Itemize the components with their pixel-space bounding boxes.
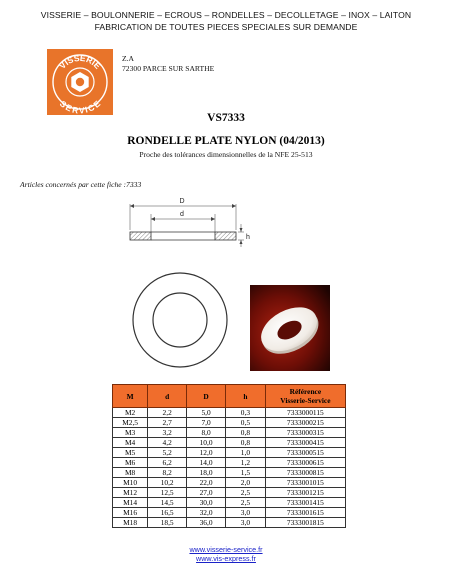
cell-h: 2,5 [226,498,266,508]
footer-link-vis-express[interactable]: www.vis-express.fr [196,554,256,563]
cell-D: 27,0 [187,488,226,498]
cell-D: 7,0 [187,418,226,428]
cell-D: 14,0 [187,458,226,468]
cell-d: 14,5 [148,498,187,508]
cell-h: 0,5 [226,418,266,428]
cell-m: M3 [113,428,148,438]
cell-reference: 7333000115 [265,408,345,418]
table-body [113,408,346,528]
cell-reference: 7333001615 [265,508,345,518]
cell-m: M14 [113,498,148,508]
column-header-d: d [148,385,187,408]
cell-d: 16,5 [148,508,187,518]
table-row [113,428,346,438]
cell-m: M4 [113,438,148,448]
cell-d: 8,2 [148,468,187,478]
cell-D: 12,0 [187,448,226,458]
table-row [113,478,346,488]
cell-d: 5,2 [148,448,187,458]
cell-D: 10,0 [187,438,226,448]
cell-h: 0,8 [226,438,266,448]
cell-D: 18,0 [187,468,226,478]
table-row [113,448,346,458]
cell-reference: 7333000815 [265,468,345,478]
table-row [113,508,346,518]
table-row [113,498,346,508]
address-line-2: 72300 PARCE SUR SARTHE [122,64,215,73]
cell-D: 32,0 [187,508,226,518]
cell-reference: 7333001815 [265,518,345,528]
cell-m: M16 [113,508,148,518]
product-reference: VS7333 [207,112,245,124]
column-header-reference [265,385,345,408]
dimension-h-label: h [246,234,250,241]
cell-reference: 7333001215 [265,488,345,498]
column-header-reference-line2: Visserie-Service [280,396,331,405]
cell-m: M8 [113,468,148,478]
washer-photo [250,285,330,371]
cell-h: 1,2 [226,458,266,468]
cell-d: 12,5 [148,488,187,498]
washer-technical-drawing [118,192,258,372]
table-row [113,418,346,428]
product-subtitle: Proche des tolérances dimensionnelles de la NFE 25-513 [139,150,313,159]
cell-h: 3,0 [226,518,266,528]
cell-D: 22,0 [187,478,226,488]
cell-d: 2,7 [148,418,187,428]
cell-D: 36,0 [187,518,226,528]
svg-text:VISSERIE: VISSERIE [57,52,103,71]
cell-h: 1,5 [226,468,266,478]
cell-d: 2,2 [148,408,187,418]
cell-reference: 7333000315 [265,428,345,438]
cell-reference: 7333000615 [265,458,345,468]
column-header-reference-line1: Référence [289,387,322,396]
table-row [113,488,346,498]
cell-D: 8,0 [187,428,226,438]
cell-d: 10,2 [148,478,187,488]
cell-m: M2,5 [113,418,148,428]
product-title: RONDELLE PLATE NYLON (04/2013) [127,135,325,147]
table-row [113,458,346,468]
cell-m: M6 [113,458,148,468]
cell-m: M18 [113,518,148,528]
cell-h: 2,0 [226,478,266,488]
cell-D: 30,0 [187,498,226,508]
table-header-row [113,385,346,408]
cell-h: 2,5 [226,488,266,498]
cell-m: M2 [113,408,148,418]
cell-reference: 7333000415 [265,438,345,448]
washer-side-view [130,204,244,247]
table-row [113,408,346,418]
cell-h: 3,0 [226,508,266,518]
washer-top-view [133,273,227,367]
cell-h: 1,0 [226,448,266,458]
dimensions-table [112,384,346,528]
articles-note: Articles concernés par cette fiche :7333 [20,180,142,189]
cell-h: 0,8 [226,428,266,438]
cell-m: M10 [113,478,148,488]
header-line-1: VISSERIE – BOULONNERIE – ECROUS – RONDELLES – DECOLLETAGE – INOX – LAITON [40,10,412,20]
dimension-d-label: d [180,211,184,218]
cell-d: 4,2 [148,438,187,448]
company-logo [47,49,113,115]
table-row [113,438,346,448]
table-row [113,468,346,478]
table-row [113,518,346,528]
cell-reference: 7333000215 [265,418,345,428]
cell-d: 3,2 [148,428,187,438]
cell-reference: 7333001415 [265,498,345,508]
cell-reference: 7333000515 [265,448,345,458]
cell-reference: 7333001015 [265,478,345,488]
header-line-2: FABRICATION DE TOUTES PIECES SPECIALES SUR DEMANDE [94,22,358,32]
cell-m: M12 [113,488,148,498]
cell-h: 0,3 [226,408,266,418]
cell-D: 5,0 [187,408,226,418]
cell-m: M5 [113,448,148,458]
column-header-m: M [113,385,148,408]
address-line-1: Z.A [122,54,135,63]
cell-d: 18,5 [148,518,187,528]
footer-link-visserie-service[interactable]: www.visserie-service.fr [189,545,263,554]
svg-text:SERVICE: SERVICE [57,98,103,115]
cell-d: 6,2 [148,458,187,468]
dimension-D-label: D [179,198,185,205]
column-header-h: h [226,385,266,408]
column-header-D: D [187,385,226,408]
